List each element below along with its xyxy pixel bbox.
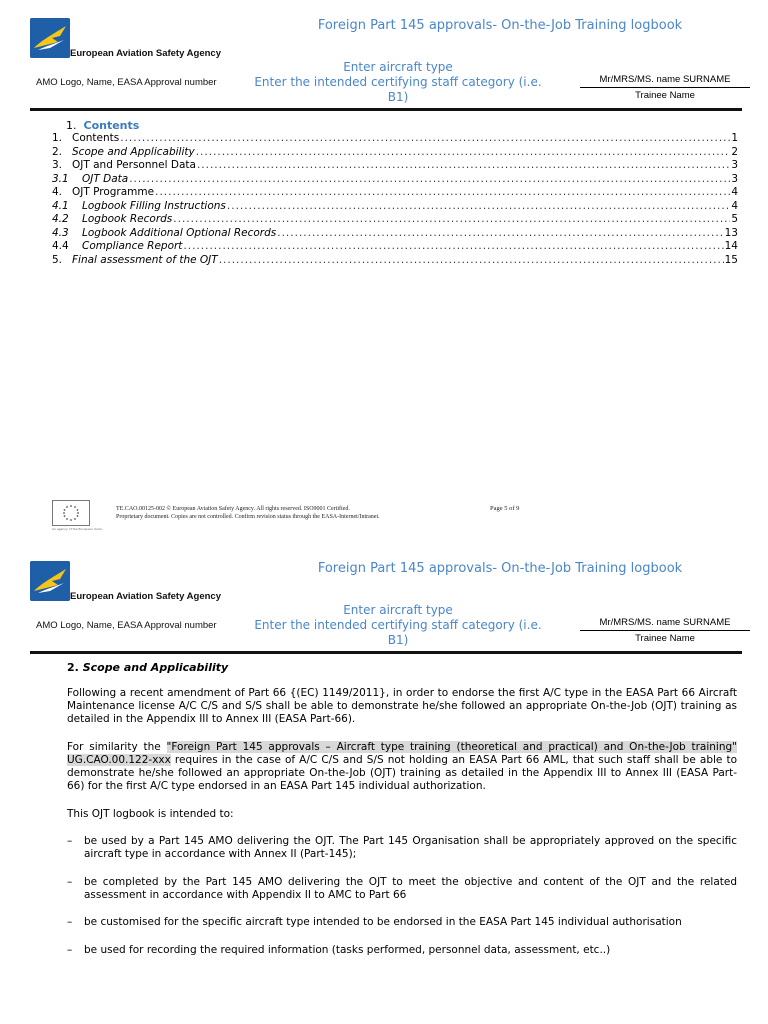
easa-logo-icon: [30, 561, 70, 601]
toc-entry-page: 4: [731, 199, 738, 212]
trainee-name-label: Trainee Name: [635, 633, 695, 644]
toc-entry[interactable]: [52, 132, 738, 146]
eu-caption: An agency of the European Union: [52, 527, 103, 531]
toc-heading-title: Contents: [83, 119, 140, 132]
aircraft-type-field[interactable]: [248, 60, 548, 105]
footer-line-2: Proprietary document. Copies are not controlled. Confirm revision status through the EASA-Internet/Intranet.: [116, 514, 380, 520]
easa-logo-icon: [30, 18, 70, 58]
toc-leader: [219, 254, 724, 268]
toc-entry[interactable]: [52, 159, 738, 173]
toc-entry-number: 3.1: [52, 172, 69, 185]
aircraft-type-text: Enter aircraft type: [343, 60, 453, 74]
toc-entry-title: Logbook Filling Instructions: [82, 199, 226, 212]
staff-category-text: Enter the intended certifying staff category (i.e. B1): [254, 75, 542, 104]
toc-entry-page: 3: [731, 159, 738, 171]
toc-entry-title: OJT Data: [82, 172, 129, 185]
bullet-dash: –: [67, 916, 73, 928]
amo-label: AMO Logo, Name, EASA Approval number: [36, 620, 217, 631]
page-number: Page 5 of 9: [490, 505, 520, 512]
doc-title: Foreign Part 145 approvals- On-the-Job Training logbook: [317, 561, 683, 576]
toc-entry[interactable]: [52, 186, 738, 200]
toc-entry[interactable]: [52, 173, 738, 187]
toc-entry-page: 2: [731, 145, 738, 158]
page-header: [0, 543, 768, 658]
paragraph-2: [67, 741, 737, 793]
toc-entry-page: 13: [724, 226, 738, 239]
toc-entry-title: OJT Programme: [72, 186, 155, 198]
list-item-text: be completed by the Part 145 AMO delivering the OJT to meet the objective and content of the OJT and the related assessment in accordance with Appendix II to AMC to Part 66: [84, 876, 737, 901]
agency-name: European Aviation Safety Agency: [70, 48, 221, 59]
toc-entry[interactable]: [52, 213, 738, 227]
trainee-name-field[interactable]: Mr/MRS/MS. name SURNAME: [580, 74, 750, 88]
table-of-contents: [52, 132, 738, 267]
toc-heading: [66, 119, 139, 132]
toc-leader: [155, 186, 730, 200]
footer-text: [116, 505, 380, 521]
toc-entry[interactable]: [52, 240, 738, 254]
toc-entry-title: Compliance Report: [82, 240, 183, 252]
section-heading: [67, 661, 228, 674]
toc-entry-number: 4.2: [52, 213, 69, 225]
toc-entry[interactable]: [52, 254, 738, 268]
toc-entry-page: 3: [731, 172, 738, 185]
toc-entry-title: Final assessment of the OJT: [72, 253, 218, 266]
bullet-dash: –: [67, 835, 73, 847]
toc-entry[interactable]: [52, 200, 738, 214]
toc-leader: [183, 240, 723, 254]
footer-line-1: TE.CAO.00125-002 © European Aviation Safety Agency. All rights reserved. ISO9001 Certified.: [116, 506, 350, 512]
toc-entry-number: 4.: [52, 186, 63, 198]
toc-leader: [197, 159, 730, 173]
staff-category-text: Enter the intended certifying staff category (i.e. B1): [254, 618, 542, 647]
header-divider: [30, 108, 742, 111]
list-item-text: be used for recording the required information (tasks performed, personnel data, assessment, etc..): [84, 944, 611, 956]
toc-entry-title: Logbook Additional Optional Records: [82, 226, 277, 239]
agency-name: European Aviation Safety Agency: [70, 591, 221, 602]
toc-entry[interactable]: [52, 146, 738, 160]
amo-label: AMO Logo, Name, EASA Approval number: [36, 77, 217, 88]
toc-entry-title: Logbook Records: [82, 213, 173, 225]
header-divider: [30, 651, 742, 654]
section-title: Scope and Applicability: [82, 661, 229, 674]
toc-leader: [196, 146, 731, 160]
toc-leader: [120, 132, 730, 146]
list-item: [67, 876, 737, 902]
aircraft-type-field[interactable]: [248, 603, 548, 648]
toc-entry-number: 4.4: [52, 240, 69, 252]
list-item-text: be used by a Part 145 AMO delivering the OJT. The Part 145 Organisation shall be appropriately approved on the specific aircraft type in accordance with Annex II (Part-145);: [84, 835, 737, 860]
bullet-dash: –: [67, 944, 73, 956]
toc-entry-title: OJT and Personnel Data: [72, 159, 196, 171]
list-item-text: be customised for the specific aircraft type intended to be endorsed in the EASA Part 145 individual authorisation: [84, 916, 682, 928]
paragraph-3: This OJT logbook is intended to:: [67, 808, 234, 820]
paragraph-2-body: requires in the case of A/C C/S and S/S not holding an EASA Part 66 AML, that such staff shall be able to demonstrate he/she followed an appropriate On-the-Job (OJT) training as detailed in the Appendix III to Annex III (EASA Part-66) for the first A/C type endorsed in an EASA Part 145 individual authorization.: [67, 754, 737, 792]
trainee-name-field[interactable]: Mr/MRS/MS. name SURNAME: [580, 617, 750, 631]
paragraph-2-lead: For similarity the: [67, 741, 167, 753]
toc-entry-title: Scope and Applicability: [72, 145, 195, 158]
toc-entry-page: 15: [724, 253, 738, 266]
highlighted-reference: "Foreign Part 145 approvals – Aircraft type training (theoretical and practical) and On-the-Job training" UG.CAO.00.122-xxx: [67, 741, 737, 766]
toc-entry-number: 1.: [52, 132, 63, 144]
toc-leader: [227, 200, 730, 214]
page-header: [0, 0, 768, 115]
toc-entry-number: 3.: [52, 159, 63, 171]
bullet-dash: –: [67, 876, 73, 888]
toc-entry-page: 5: [731, 213, 738, 225]
toc-entry-title: Contents: [72, 132, 120, 144]
doc-title: Foreign Part 145 approvals- On-the-Job Training logbook: [317, 18, 683, 33]
toc-heading-number: 1.: [66, 119, 77, 132]
toc-leader: [277, 227, 723, 241]
toc-entry-number: 2.: [52, 145, 63, 158]
toc-entry[interactable]: [52, 227, 738, 241]
trainee-name-label: Trainee Name: [635, 90, 695, 101]
eu-flag-icon: [52, 500, 90, 526]
toc-entry-number: 4.1: [52, 199, 69, 212]
toc-leader: [173, 213, 730, 227]
list-item: [67, 916, 737, 929]
toc-entry-number: 4.3: [52, 226, 69, 239]
toc-leader: [129, 173, 730, 187]
aircraft-type-text: Enter aircraft type: [343, 603, 453, 617]
section-number: 2.: [67, 661, 79, 674]
toc-entry-page: 4: [731, 186, 738, 198]
list-item: [67, 835, 737, 861]
toc-entry-number: 5.: [52, 253, 63, 266]
toc-entry-page: 1: [731, 132, 738, 144]
list-item: [67, 944, 737, 957]
paragraph-1: Following a recent amendment of Part 66 {(EC) 1149/2011}, in order to endorse the first A/C type in the EASA Part 66 Aircraft Maintenance license A/C C/S and S/S shall be able to demonstrate he/she followed an appropriate On-the-Job (OJT) training as detailed in the Appendix III to Annex III (EASA Part-66).: [67, 687, 737, 725]
toc-entry-page: 14: [724, 240, 738, 252]
